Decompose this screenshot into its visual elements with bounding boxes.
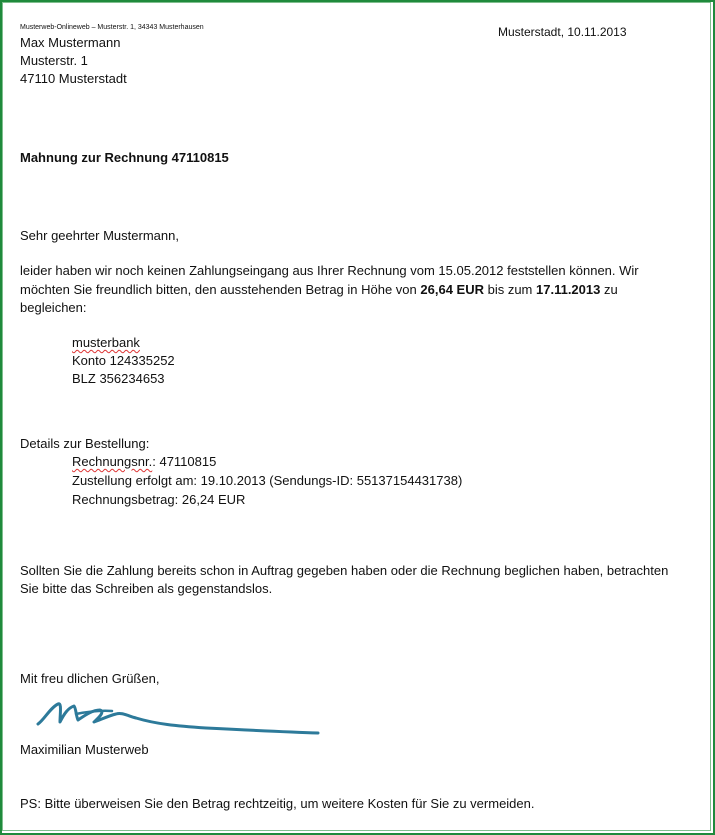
bank-code: BLZ 356234653 bbox=[72, 371, 165, 386]
bank-name-text: musterbank bbox=[72, 335, 140, 350]
handwritten-signature bbox=[36, 700, 326, 742]
invoice-label: Rechnungsnr. bbox=[72, 454, 153, 469]
recipient-name: Max Mustermann bbox=[20, 35, 121, 50]
payment-deadline: 17.11.2013 bbox=[536, 282, 601, 297]
bank-account: Konto 124335252 bbox=[72, 353, 175, 368]
details-invoice-number bbox=[72, 454, 216, 469]
bank-name bbox=[72, 335, 140, 350]
recipient-street: Musterstr. 1 bbox=[20, 53, 88, 68]
invoice-value: : 47110815 bbox=[152, 454, 217, 469]
outstanding-amount: 26,64 EUR bbox=[420, 282, 484, 297]
details-delivery: Zustellung erfolgt am: 19.10.2013 (Sendungs-ID: 55137154431738) bbox=[72, 473, 463, 488]
details-amount: Rechnungsbetrag: 26,24 EUR bbox=[72, 492, 246, 507]
subject-line: Mahnung zur Rechnung 47110815 bbox=[20, 150, 229, 165]
sender-line: Musterweb-Onlineweb – Musterstr. 1, 34343 Musterhausen bbox=[20, 24, 204, 31]
closing-line-1: Sollten Sie die Zahlung bereits schon in Auftrag gegeben haben oder die Rechnung beglichen haben, betrachten bbox=[20, 563, 669, 578]
postscript: PS: Bitte überweisen Sie den Betrag rechtzeitig, um weitere Kosten für Sie zu vermeiden. bbox=[20, 796, 535, 811]
greeting: Mit freu dlichen Grüßen, bbox=[20, 671, 160, 686]
letter-date: Musterstadt, 10.11.2013 bbox=[498, 25, 627, 39]
closing-line-2: Sie bitte das Schreiben als gegenstandslos. bbox=[20, 581, 273, 596]
body-line-2-post: zu bbox=[600, 282, 618, 297]
details-heading: Details zur Bestellung: bbox=[20, 436, 150, 451]
recipient-city: 47110 Musterstadt bbox=[20, 71, 127, 86]
body-line-1: leider haben wir noch keinen Zahlungseingang aus Ihrer Rechnung vom 15.05.2012 feststellen können. Wir bbox=[20, 263, 639, 278]
body-line-2-pre: möchten Sie freundlich bitten, den ausstehenden Betrag in Höhe von bbox=[20, 282, 421, 297]
signer-name: Maximilian Musterweb bbox=[20, 742, 149, 757]
body-line-3: begleichen: bbox=[20, 300, 87, 315]
body-line-2 bbox=[20, 282, 618, 297]
salutation: Sehr geehrter Mustermann, bbox=[20, 228, 179, 243]
body-line-2-mid: bis zum bbox=[483, 282, 536, 297]
